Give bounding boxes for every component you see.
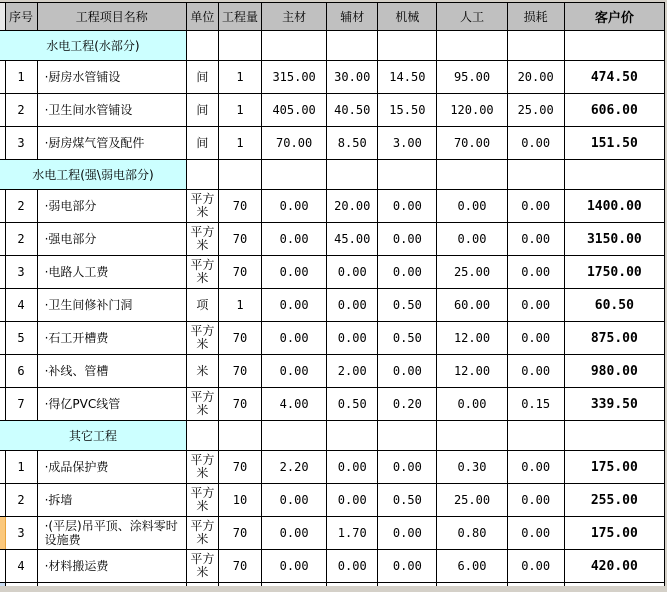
cell-main-material[interactable]: 315.00 — [262, 61, 327, 94]
cell-item-name[interactable]: ·(平层)吊平顶、涂料零时设施费 — [37, 517, 186, 550]
header-row — [0, 3, 665, 31]
table-row — [0, 289, 665, 322]
cell-aux-material[interactable]: 30.00 — [327, 61, 378, 94]
empty-cell[interactable] — [564, 421, 664, 451]
empty-cell — [37, 583, 186, 587]
cell-item-name[interactable]: ·强电部分 — [37, 223, 186, 256]
empty-cell[interactable] — [437, 160, 507, 190]
cell-aux-material[interactable]: 0.00 — [327, 256, 378, 289]
empty-cell — [186, 583, 218, 587]
cell-unit[interactable]: 米 — [186, 355, 218, 388]
cell-loss[interactable]: 0.15 — [507, 388, 564, 421]
cell-labor[interactable]: 0.00 — [437, 223, 507, 256]
cell-machinery[interactable]: 0.50 — [378, 289, 437, 322]
empty-cell[interactable] — [262, 160, 327, 190]
cell-labor[interactable]: 95.00 — [437, 61, 507, 94]
cell-customer-price[interactable]: 606.00 — [564, 94, 664, 127]
cell-customer-price[interactable]: 151.50 — [564, 127, 664, 160]
cell-unit[interactable]: 平方米 — [186, 550, 218, 583]
table-body — [0, 31, 665, 587]
empty-cell[interactable] — [507, 160, 564, 190]
empty-cell — [507, 583, 564, 587]
cell-quantity[interactable]: 70 — [218, 388, 261, 421]
cell-row-number[interactable]: 2 — [5, 190, 37, 223]
cell-quantity[interactable]: 1 — [218, 61, 261, 94]
empty-cell — [564, 583, 664, 587]
col-header-machinery[interactable]: 机械 — [378, 3, 437, 31]
cell-unit[interactable]: 平方米 — [186, 517, 218, 550]
cell-main-material[interactable]: 0.00 — [262, 550, 327, 583]
cell-unit[interactable]: 平方米 — [186, 223, 218, 256]
cell-customer-price[interactable]: 255.00 — [564, 484, 664, 517]
empty-cell[interactable] — [564, 160, 664, 190]
table-row — [0, 451, 665, 484]
empty-cell[interactable] — [507, 31, 564, 61]
cell-quantity[interactable]: 70 — [218, 223, 261, 256]
cell-item-name[interactable]: ·厨房煤气管及配件 — [37, 127, 186, 160]
empty-cell — [5, 583, 37, 587]
cell-quantity[interactable]: 70 — [218, 550, 261, 583]
cell-aux-material[interactable]: 40.50 — [327, 94, 378, 127]
cell-quantity[interactable]: 70 — [218, 517, 261, 550]
section-row — [0, 160, 665, 190]
cell-loss[interactable]: 0.00 — [507, 289, 564, 322]
empty-cell — [437, 583, 507, 587]
cell-item-name[interactable]: ·电路人工费 — [37, 256, 186, 289]
cell-row-number[interactable]: 2 — [5, 223, 37, 256]
cell-row-number[interactable]: 3 — [5, 517, 37, 550]
cell-loss[interactable]: 0.00 — [507, 355, 564, 388]
cell-customer-price[interactable]: 1750.00 — [564, 256, 664, 289]
cell-machinery[interactable]: 15.50 — [378, 94, 437, 127]
empty-cell[interactable] — [186, 421, 218, 451]
cell-aux-material[interactable]: 8.50 — [327, 127, 378, 160]
cell-quantity[interactable]: 70 — [218, 322, 261, 355]
cell-row-number[interactable]: 2 — [5, 484, 37, 517]
table-row — [0, 94, 665, 127]
cell-loss[interactable]: 0.00 — [507, 451, 564, 484]
cell-quantity[interactable]: 1 — [218, 289, 261, 322]
cell-aux-material[interactable]: 0.00 — [327, 550, 378, 583]
empty-cell — [218, 583, 261, 587]
cell-quantity[interactable]: 70 — [218, 256, 261, 289]
section-header-cell[interactable]: 其它工程 — [0, 421, 186, 451]
cell-main-material[interactable]: 0.00 — [262, 484, 327, 517]
empty-cell[interactable] — [564, 31, 664, 61]
empty-cell[interactable] — [378, 31, 437, 61]
cut-off-row — [0, 583, 665, 587]
cell-customer-price[interactable]: 175.00 — [564, 451, 664, 484]
cell-loss[interactable]: 0.00 — [507, 550, 564, 583]
cell-aux-material[interactable]: 0.00 — [327, 451, 378, 484]
cell-item-name[interactable]: ·材料搬运费 — [37, 550, 186, 583]
table-row — [0, 322, 665, 355]
section-row — [0, 31, 665, 61]
empty-cell — [378, 583, 437, 587]
table-row — [0, 388, 665, 421]
cell-row-number[interactable]: 3 — [5, 127, 37, 160]
cell-aux-material[interactable]: 1.70 — [327, 517, 378, 550]
cell-labor[interactable]: 70.00 — [437, 127, 507, 160]
cell-main-material[interactable]: 0.00 — [262, 355, 327, 388]
cell-loss[interactable]: 0.00 — [507, 190, 564, 223]
cell-unit[interactable]: 间 — [186, 127, 218, 160]
cell-item-name[interactable]: ·得亿PVC线管 — [37, 388, 186, 421]
cell-quantity[interactable]: 1 — [218, 94, 261, 127]
cell-labor[interactable]: 60.00 — [437, 289, 507, 322]
cell-labor[interactable]: 0.80 — [437, 517, 507, 550]
cell-machinery[interactable]: 0.00 — [378, 190, 437, 223]
cell-aux-material[interactable]: 0.00 — [327, 484, 378, 517]
empty-cell[interactable] — [327, 421, 378, 451]
cell-aux-material[interactable]: 20.00 — [327, 190, 378, 223]
cell-row-number[interactable]: 1 — [5, 451, 37, 484]
empty-cell — [327, 583, 378, 587]
cell-machinery[interactable]: 14.50 — [378, 61, 437, 94]
cell-aux-material[interactable]: 45.00 — [327, 223, 378, 256]
col-header-loss[interactable]: 损耗 — [507, 3, 564, 31]
cell-row-number[interactable]: 2 — [5, 94, 37, 127]
empty-cell[interactable] — [378, 160, 437, 190]
table-row — [0, 550, 665, 583]
cell-machinery[interactable]: 0.00 — [378, 517, 437, 550]
cell-machinery[interactable]: 3.00 — [378, 127, 437, 160]
cell-loss[interactable]: 0.00 — [507, 256, 564, 289]
section-header-cell[interactable]: 水电工程(水部分) — [0, 31, 186, 61]
cell-row-number[interactable]: 5 — [5, 322, 37, 355]
col-header-main-material[interactable]: 主材 — [262, 3, 327, 31]
col-header-labor[interactable]: 人工 — [437, 3, 507, 31]
empty-cell[interactable] — [437, 421, 507, 451]
cell-row-number[interactable]: 1 — [5, 61, 37, 94]
empty-cell[interactable] — [218, 160, 261, 190]
table-row — [0, 223, 665, 256]
empty-cell[interactable] — [507, 421, 564, 451]
cell-customer-price[interactable]: 474.50 — [564, 61, 664, 94]
table-row — [0, 484, 665, 517]
table-row — [0, 127, 665, 160]
table-header — [0, 3, 665, 31]
cell-main-material[interactable]: 0.00 — [262, 190, 327, 223]
cell-loss[interactable]: 0.00 — [507, 223, 564, 256]
cell-aux-material[interactable]: 2.00 — [327, 355, 378, 388]
cell-loss[interactable]: 0.00 — [507, 322, 564, 355]
empty-cell[interactable] — [437, 31, 507, 61]
cell-row-number[interactable]: 6 — [5, 355, 37, 388]
cell-labor[interactable]: 0.00 — [437, 388, 507, 421]
cell-labor[interactable]: 12.00 — [437, 322, 507, 355]
cell-main-material[interactable]: 2.20 — [262, 451, 327, 484]
cell-item-name[interactable]: ·拆墙 — [37, 484, 186, 517]
col-header-no[interactable]: 序号 — [5, 3, 37, 31]
cell-labor[interactable]: 0.00 — [437, 190, 507, 223]
cell-item-name[interactable]: ·卫生间修补门洞 — [37, 289, 186, 322]
cell-quantity[interactable]: 70 — [218, 355, 261, 388]
cell-machinery[interactable]: 0.00 — [378, 223, 437, 256]
cell-customer-price[interactable]: 60.50 — [564, 289, 664, 322]
cell-labor[interactable]: 120.00 — [437, 94, 507, 127]
col-header-customer-price[interactable]: 客户价 — [564, 3, 664, 31]
cell-item-name[interactable]: ·补线、管槽 — [37, 355, 186, 388]
empty-cell — [262, 583, 327, 587]
cell-quantity[interactable]: 70 — [218, 451, 261, 484]
cell-machinery[interactable]: 0.50 — [378, 484, 437, 517]
cell-customer-price[interactable]: 1400.00 — [564, 190, 664, 223]
cell-item-name[interactable]: ·成品保护费 — [37, 451, 186, 484]
cell-item-name[interactable]: ·弱电部分 — [37, 190, 186, 223]
empty-cell[interactable] — [218, 421, 261, 451]
cell-machinery[interactable]: 0.00 — [378, 355, 437, 388]
cell-unit[interactable]: 间 — [186, 61, 218, 94]
table-row — [0, 517, 665, 550]
cell-labor[interactable]: 25.00 — [437, 484, 507, 517]
empty-cell[interactable] — [262, 31, 327, 61]
cell-machinery[interactable]: 0.20 — [378, 388, 437, 421]
cell-customer-price[interactable]: 875.00 — [564, 322, 664, 355]
table-row — [0, 355, 665, 388]
cell-loss[interactable]: 25.00 — [507, 94, 564, 127]
cell-machinery[interactable]: 0.00 — [378, 451, 437, 484]
empty-cell[interactable] — [186, 160, 218, 190]
cell-loss[interactable]: 20.00 — [507, 61, 564, 94]
cell-loss[interactable]: 0.00 — [507, 517, 564, 550]
cell-row-number[interactable]: 3 — [5, 256, 37, 289]
cell-customer-price[interactable]: 980.00 — [564, 355, 664, 388]
cell-labor[interactable]: 6.00 — [437, 550, 507, 583]
budget-table — [0, 2, 665, 586]
cell-labor[interactable]: 25.00 — [437, 256, 507, 289]
cell-quantity[interactable]: 1 — [218, 127, 261, 160]
empty-cell[interactable] — [218, 31, 261, 61]
cell-main-material[interactable]: 0.00 — [262, 223, 327, 256]
cell-main-material[interactable]: 70.00 — [262, 127, 327, 160]
cell-unit[interactable]: 平方米 — [186, 388, 218, 421]
cell-main-material[interactable]: 4.00 — [262, 388, 327, 421]
cell-labor[interactable]: 0.30 — [437, 451, 507, 484]
cell-item-name[interactable]: ·石工开槽费 — [37, 322, 186, 355]
cell-row-number[interactable]: 4 — [5, 550, 37, 583]
cell-main-material[interactable]: 405.00 — [262, 94, 327, 127]
col-header-quantity[interactable]: 工程量 — [218, 3, 261, 31]
section-header-cell[interactable]: 水电工程(强\弱电部分) — [0, 160, 186, 190]
cell-unit[interactable]: 平方米 — [186, 451, 218, 484]
cell-loss[interactable]: 0.00 — [507, 127, 564, 160]
table-row — [0, 190, 665, 223]
cell-aux-material[interactable]: 0.00 — [327, 289, 378, 322]
empty-cell[interactable] — [378, 421, 437, 451]
cell-unit[interactable]: 平方米 — [186, 322, 218, 355]
col-header-unit[interactable]: 单位 — [186, 3, 218, 31]
cell-machinery[interactable]: 0.00 — [378, 256, 437, 289]
cell-row-number[interactable]: 4 — [5, 289, 37, 322]
cell-main-material[interactable]: 0.00 — [262, 289, 327, 322]
empty-cell[interactable] — [186, 31, 218, 61]
cell-customer-price[interactable]: 339.50 — [564, 388, 664, 421]
cell-main-material[interactable]: 0.00 — [262, 256, 327, 289]
cell-unit[interactable]: 平方米 — [186, 484, 218, 517]
cell-machinery[interactable]: 0.00 — [378, 550, 437, 583]
cell-aux-material[interactable]: 0.00 — [327, 322, 378, 355]
cell-loss[interactable]: 0.00 — [507, 484, 564, 517]
cell-labor[interactable]: 12.00 — [437, 355, 507, 388]
cell-row-number[interactable]: 7 — [5, 388, 37, 421]
cell-machinery[interactable]: 0.50 — [378, 322, 437, 355]
empty-cell[interactable] — [327, 160, 378, 190]
cell-unit[interactable]: 项 — [186, 289, 218, 322]
cell-unit[interactable]: 平方米 — [186, 256, 218, 289]
col-header-item-name[interactable]: 工程项目名称 — [37, 3, 186, 31]
cell-customer-price[interactable]: 175.00 — [564, 517, 664, 550]
section-row — [0, 421, 665, 451]
cell-main-material[interactable]: 0.00 — [262, 517, 327, 550]
cell-item-name[interactable]: ·厨房水管铺设 — [37, 61, 186, 94]
col-header-aux-material[interactable]: 辅材 — [327, 3, 378, 31]
table-row — [0, 61, 665, 94]
cell-customer-price[interactable]: 3150.00 — [564, 223, 664, 256]
cell-aux-material[interactable]: 0.50 — [327, 388, 378, 421]
cell-unit[interactable]: 平方米 — [186, 190, 218, 223]
cell-item-name[interactable]: ·卫生间水管铺设 — [37, 94, 186, 127]
cell-customer-price[interactable]: 420.00 — [564, 550, 664, 583]
empty-cell[interactable] — [327, 31, 378, 61]
table-row — [0, 256, 665, 289]
cell-unit[interactable]: 间 — [186, 94, 218, 127]
empty-cell[interactable] — [262, 421, 327, 451]
cell-main-material[interactable]: 0.00 — [262, 322, 327, 355]
cell-quantity[interactable]: 70 — [218, 190, 261, 223]
cell-quantity[interactable]: 10 — [218, 484, 261, 517]
